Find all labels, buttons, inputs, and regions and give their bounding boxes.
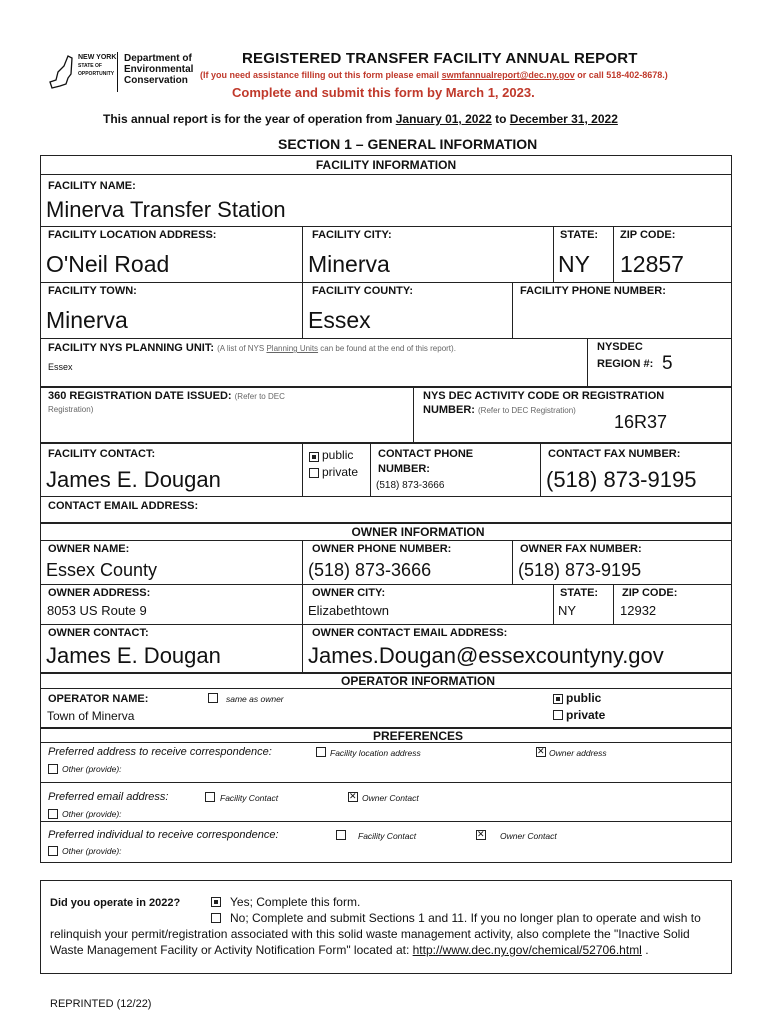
assistance-email-link[interactable]: swmfannualreport@dec.ny.gov: [441, 70, 575, 80]
pref-email-facility-label: Facility Contact: [220, 793, 279, 803]
submit-deadline: Complete and submit this form by March 1, 2023.: [232, 85, 535, 100]
facility-name-value[interactable]: Minerva Transfer Station: [46, 197, 286, 222]
contact-fax-label: CONTACT FAX NUMBER:: [548, 448, 681, 460]
inactive-form-link[interactable]: http://www.dec.ny.gov/chemical/52706.html: [412, 943, 642, 957]
facility-name-label: FACILITY NAME:: [48, 180, 136, 192]
preferences-header: PREFERENCES: [372, 729, 464, 743]
pref-email-label: Preferred email address:: [48, 791, 169, 803]
operate-yes-checkbox[interactable]: [211, 897, 221, 907]
owner-information-header: OWNER INFORMATION: [351, 525, 485, 539]
facility-county-label: FACILITY COUNTY:: [312, 285, 414, 297]
pref-individual-facility-label: Facility Contact: [358, 831, 417, 841]
contact-phone-value[interactable]: (518) 873-3666: [376, 480, 445, 491]
operate-no-checkbox[interactable]: [211, 913, 221, 923]
facility-zip-label: ZIP CODE:: [620, 229, 676, 241]
owner-contact-value[interactable]: James E. Dougan: [46, 643, 221, 668]
facility-phone-label: FACILITY PHONE NUMBER:: [520, 285, 666, 297]
contact-fax-value[interactable]: (518) 873-9195: [546, 467, 697, 492]
owner-name-label: OWNER NAME:: [48, 543, 130, 555]
contact-public-label: public: [322, 448, 354, 462]
owner-address-value[interactable]: 8053 US Route 9: [47, 603, 147, 618]
facility-contact-value[interactable]: James E. Dougan: [46, 467, 221, 492]
contact-phone-label-1: CONTACT PHONE: [378, 448, 474, 460]
pref-address-facility-checkbox[interactable]: [316, 747, 326, 757]
activity-code-value[interactable]: 16R37: [614, 412, 668, 432]
pref-individual-other-label: Other (provide):: [62, 846, 122, 856]
operator-private-checkbox[interactable]: [553, 710, 563, 720]
pref-email-other-checkbox[interactable]: [48, 809, 58, 819]
contact-email-label: CONTACT EMAIL ADDRESS:: [48, 500, 199, 512]
activity-code-label-2: NUMBER: (Refer to DEC Registration): [423, 404, 576, 416]
owner-zip-label: ZIP CODE:: [622, 587, 678, 599]
owner-fax-label: OWNER FAX NUMBER:: [520, 543, 642, 555]
region-value[interactable]: 5: [662, 353, 673, 374]
operator-private-label: private: [566, 708, 606, 722]
facility-location-label: FACILITY LOCATION ADDRESS:: [48, 229, 217, 241]
facility-city-value[interactable]: Minerva: [308, 251, 390, 277]
owner-state-value[interactable]: NY: [558, 603, 577, 618]
operator-name-label: OPERATOR NAME:: [48, 693, 149, 705]
operator-public-checkbox[interactable]: [553, 694, 563, 704]
operator-name-value[interactable]: Town of Minerva: [47, 709, 135, 723]
report-title: REGISTERED TRANSFER FACILITY ANNUAL REPORT: [242, 50, 638, 67]
owner-fax-value[interactable]: (518) 873-9195: [518, 560, 642, 580]
pref-address-owner-label: Owner address: [549, 748, 607, 758]
facility-city-label: FACILITY CITY:: [312, 229, 392, 241]
facility-location-value[interactable]: O'Neil Road: [46, 251, 170, 277]
owner-address-label: OWNER ADDRESS:: [48, 587, 151, 599]
facility-state-value[interactable]: NY: [558, 251, 590, 277]
facility-contact-label: FACILITY CONTACT:: [48, 448, 156, 460]
planning-unit-value[interactable]: Essex: [48, 362, 73, 372]
operate-yes-label: Yes; Complete this form.: [230, 895, 361, 909]
pref-individual-label: Preferred individual to receive correspondence:: [48, 829, 279, 841]
logo-divider: [117, 52, 118, 92]
owner-phone-label: OWNER PHONE NUMBER:: [312, 543, 452, 555]
owner-email-value[interactable]: James.Dougan@essexcountyny.gov: [308, 643, 664, 668]
reporting-period: This annual report is for the year of operation from January 01, 2022 to December 31, 2022: [103, 112, 618, 126]
owner-contact-label: OWNER CONTACT:: [48, 627, 149, 639]
pref-address-other-label: Other (provide):: [62, 764, 122, 774]
pref-email-owner-label: Owner Contact: [362, 793, 419, 803]
dec-department-name: Department of Environmental Conservation: [124, 53, 194, 86]
region-label-line1: NYSDEC: [597, 341, 643, 353]
owner-email-label: OWNER CONTACT EMAIL ADDRESS:: [312, 627, 508, 639]
same-as-owner-checkbox[interactable]: [208, 693, 218, 703]
pref-address-label: Preferred address to receive correspondence:: [48, 746, 272, 758]
pref-email-owner-checkbox[interactable]: [348, 792, 358, 802]
pref-individual-owner-checkbox[interactable]: [476, 830, 486, 840]
operate-question: Did you operate in 2022?: [50, 897, 181, 909]
pref-individual-owner-label: Owner Contact: [500, 831, 557, 841]
facility-state-label: STATE:: [560, 229, 599, 241]
facility-information-header: FACILITY INFORMATION: [315, 158, 457, 172]
ny-state-map-icon: [46, 52, 74, 92]
operator-information-header: OPERATOR INFORMATION: [341, 674, 495, 688]
pref-email-other-label: Other (provide):: [62, 809, 122, 819]
reg360-label: 360 REGISTRATION DATE ISSUED: (Refer to DEC: [48, 390, 285, 402]
pref-individual-facility-checkbox[interactable]: [336, 830, 346, 840]
pref-address-other-checkbox[interactable]: [48, 764, 58, 774]
owner-city-value[interactable]: Elizabethtown: [308, 603, 389, 618]
pref-address-facility-label: Facility location address: [330, 748, 421, 758]
owner-state-label: STATE:: [560, 587, 599, 599]
facility-town-value[interactable]: Minerva: [46, 307, 128, 333]
reprinted-footer: REPRINTED (12/22): [50, 998, 152, 1010]
facility-zip-value[interactable]: 12857: [620, 251, 684, 277]
operate-no-label: No; Complete and submit Sections 1 and 11. If you no longer plan to operate and wish to: [230, 911, 701, 925]
owner-zip-value[interactable]: 12932: [620, 603, 657, 618]
assistance-note: (If you need assistance filling out this form please email swmfannualreport@dec.ny.gov or call 518-402-8678.): [200, 70, 668, 80]
contact-private-label: private: [322, 465, 359, 479]
same-as-owner-label: same as owner: [226, 694, 284, 704]
planning-unit-label: FACILITY NYS PLANNING UNIT: (A list of NYS Planning Units can be found at the end of this report).: [48, 342, 456, 354]
contact-private-checkbox[interactable]: [309, 468, 319, 478]
operator-public-label: public: [566, 691, 602, 705]
pref-address-owner-checkbox[interactable]: [536, 747, 546, 757]
ny-logo-text: NEW YORK STATE OF OPPORTUNITY: [78, 54, 117, 77]
pref-individual-other-checkbox[interactable]: [48, 846, 58, 856]
owner-city-label: OWNER CITY:: [312, 587, 386, 599]
operate-no-line3: Waste Management Facility or Activity Notification Form" located at: http://www.dec.ny.gov/chemical/52706.html .: [50, 943, 649, 957]
operate-no-line2: relinquish your permit/registration associated with this solid waste management activity, also complete the "Inactive Solid: [50, 927, 690, 941]
owner-phone-value[interactable]: (518) 873-3666: [308, 560, 432, 580]
activity-code-label-1: NYS DEC ACTIVITY CODE OR REGISTRATION: [423, 390, 665, 402]
pref-email-facility-checkbox[interactable]: [205, 792, 215, 802]
region-label-line2: REGION #:: [597, 358, 654, 370]
reg360-hint: Registration): [48, 405, 94, 414]
facility-county-value[interactable]: Essex: [308, 307, 371, 333]
facility-town-label: FACILITY TOWN:: [48, 285, 137, 297]
section-1-title: SECTION 1 – GENERAL INFORMATION: [278, 136, 538, 152]
contact-public-checkbox[interactable]: [309, 452, 319, 462]
contact-phone-label-2: NUMBER:: [378, 463, 430, 475]
owner-name-value[interactable]: Essex County: [46, 560, 158, 580]
